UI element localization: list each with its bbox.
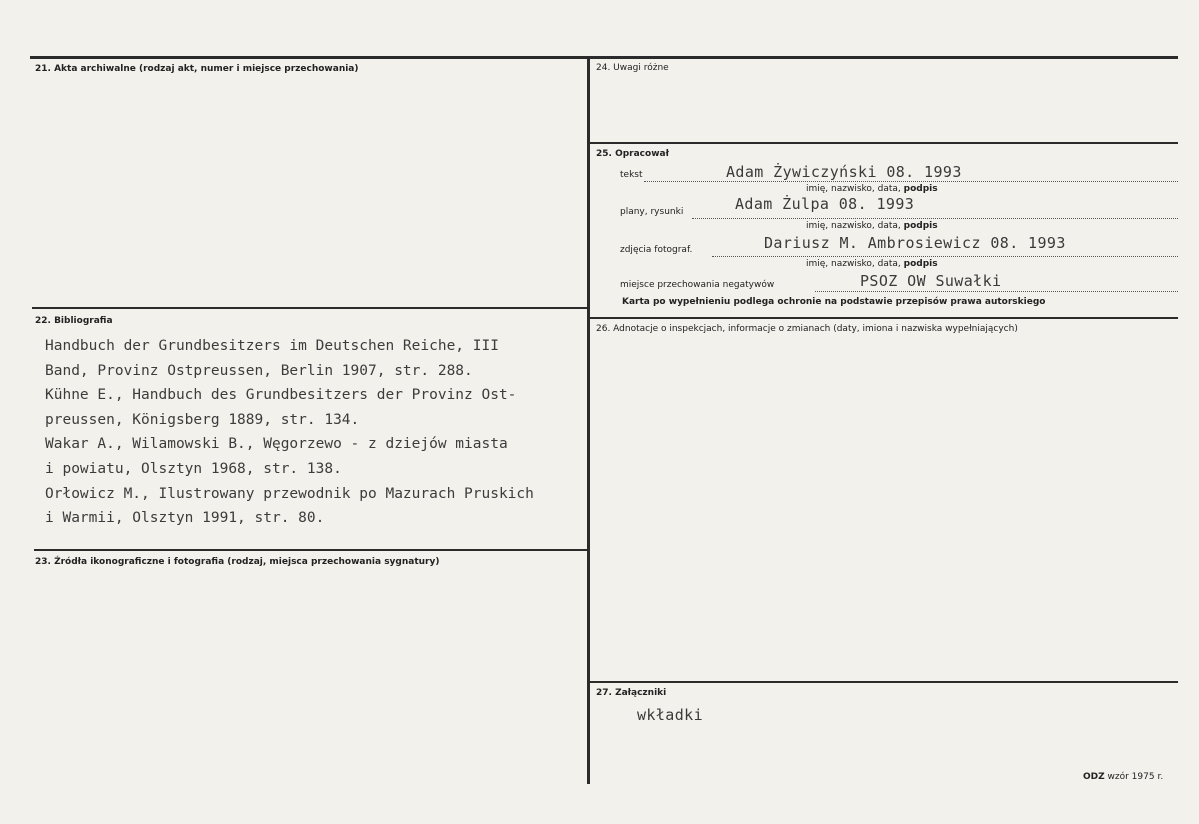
tekst-field-line: [644, 181, 1178, 182]
rule-right-26-27: [590, 681, 1178, 683]
section-25-label: 25. Opracował: [596, 149, 669, 159]
section-21-label: 21. Akta archiwalne (rodzaj akt, numer i miejsce przechowania): [35, 64, 359, 74]
rule-left-21-22: [32, 307, 587, 309]
tekst-value: Adam Żywiczyński 08. 1993: [726, 163, 962, 181]
tekst-label: tekst: [620, 170, 643, 180]
section-22-label: 22. Bibliografia: [35, 316, 113, 326]
section-24-label: 24. Uwagi różne: [596, 63, 669, 73]
zdjecia-label: zdjęcia fotograf.: [620, 245, 693, 255]
plany-caption: imię, nazwisko, data, podpis: [806, 221, 938, 231]
tekst-caption: imię, nazwisko, data, podpis: [806, 184, 938, 194]
rule-right-25-26: [590, 317, 1178, 319]
plany-field-line: [692, 218, 1178, 219]
negatywy-value: PSOZ OW Suwałki: [860, 272, 1002, 290]
plany-label: plany, rysunki: [620, 207, 684, 217]
bibliography-line: Handbuch der Grundbesitzers im Deutschen Reiche, III: [45, 338, 499, 354]
bibliography-line: i powiatu, Olsztyn 1968, str. 138.: [45, 460, 342, 477]
negatywy-field-line: [815, 291, 1178, 292]
rule-right-24-25: [590, 142, 1178, 144]
section-27-label: 27. Załączniki: [596, 688, 667, 698]
attachments-value: wkładki: [637, 706, 704, 724]
bibliography-line: preussen, Königsberg 1889, str. 134.: [45, 411, 360, 428]
section-26-label: 26. Adnotacje o inspekcjach, informacje o zmianach (daty, imiona i nazwiska wypełniających): [596, 324, 1018, 334]
bibliography-line: i Warmii, Olsztyn 1991, str. 80.: [45, 510, 325, 527]
zdjecia-field-line: [712, 256, 1178, 257]
zdjecia-value: Dariusz M. Ambrosiewicz 08. 1993: [764, 234, 1066, 252]
bibliography-line: Band, Provinz Ostpreussen, Berlin 1907, str. 288.: [45, 362, 473, 379]
bibliography-line: Orłowicz M., Ilustrowany przewodnik po Mazurach Pruskich: [45, 485, 534, 502]
copyright-note: Karta po wypełnieniu podlega ochronie na podstawie przepisów prawa autorskiego: [622, 297, 1046, 307]
plany-value: Adam Żulpa 08. 1993: [735, 195, 915, 213]
bibliography-text: [45, 334, 534, 531]
rule-left-22-23: [34, 549, 587, 551]
form-footer: ODZ wzór 1975 r.: [1083, 772, 1164, 782]
bibliography-line: Kühne E., Handbuch des Grundbesitzers der Provinz Ost-: [45, 387, 517, 404]
bibliography-line: Wakar A., Wilamowski B., Węgorzewo - z dziejów miasta: [45, 436, 508, 453]
zdjecia-caption: imię, nazwisko, data, podpis: [806, 259, 938, 269]
section-23-label: 23. Źródła ikonograficzne i fotografia (rodzaj, miejsca przechowania sygnatury): [35, 557, 440, 567]
top-rule: [30, 56, 1178, 59]
negatywy-label: miejsce przechowania negatywów: [620, 280, 775, 290]
center-divider: [587, 58, 590, 784]
